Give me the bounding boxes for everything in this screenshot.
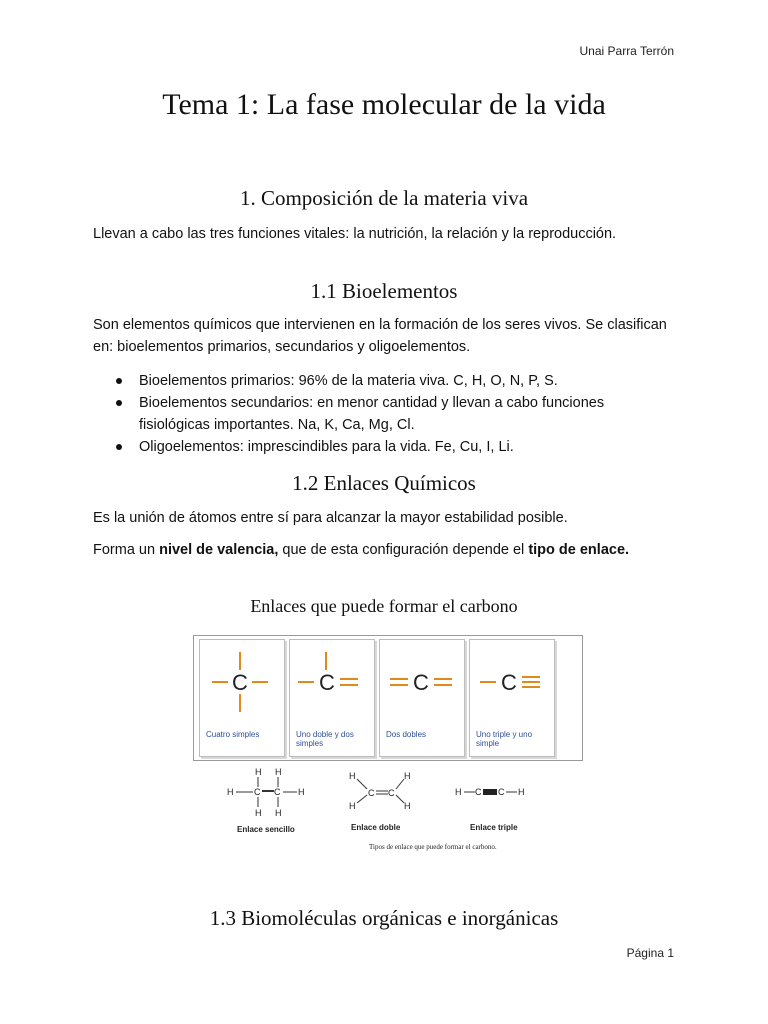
section-1-1-text: Son elementos químicos que intervienen en la formación de los seres vivos. Se clasifican en: bioelementos primarios, secundarios y oligoelementos. xyxy=(93,317,667,355)
panel-caption: Dos dobles xyxy=(386,730,427,739)
list-item-text: Bioelementos secundarios: en menor cantidad y llevan a cabo funciones fisiológicas importantes. Na, K, Ca, Mg, Cl. xyxy=(139,395,605,433)
list-item xyxy=(93,392,673,436)
svg-text:H: H xyxy=(404,801,411,811)
section-heading-1: 1. Composición de la materia viva xyxy=(239,186,529,210)
svg-text:H: H xyxy=(275,808,282,818)
section-1-2-text-1: Es la unión de átomos entre sí para alcanzar la mayor estabilidad posible. xyxy=(93,510,568,526)
svg-text:H: H xyxy=(349,801,356,811)
svg-text:C: C xyxy=(413,670,429,695)
svg-text:H: H xyxy=(455,787,462,797)
panel-four-single xyxy=(199,639,285,757)
panel-caption: Uno doble y dos simples xyxy=(296,730,354,748)
section-heading-1-1: 1.1 Bioelementos xyxy=(310,279,458,303)
bullet-icon xyxy=(116,400,122,406)
svg-text:C: C xyxy=(368,788,375,798)
svg-text:C: C xyxy=(498,787,505,797)
author-name: Unai Parra Terrón xyxy=(579,44,674,58)
svg-text:C: C xyxy=(232,670,248,695)
svg-text:H: H xyxy=(227,787,234,797)
section-1-text: Llevan a cabo las tres funciones vitales: la nutrición, la relación y la reproducción. xyxy=(93,226,617,242)
bond-panels xyxy=(193,635,583,761)
svg-text:H: H xyxy=(404,771,411,781)
panel-caption: Cuatro simples xyxy=(206,730,260,739)
panel-triple-single xyxy=(469,639,555,757)
carbon-double-single-icon xyxy=(290,640,374,730)
bioelement-list xyxy=(93,370,673,458)
bullet-icon xyxy=(116,444,122,450)
section-heading-1-2: 1.2 Enlaces Químicos xyxy=(292,471,476,495)
svg-text:C: C xyxy=(388,788,395,798)
svg-text:C: C xyxy=(319,670,335,695)
ethyne-structure-icon xyxy=(453,781,543,805)
section-1-2-text-2: Forma un nivel de valencia, que de esta configuración depende el tipo de enlace. xyxy=(93,542,630,558)
svg-text:H: H xyxy=(349,771,356,781)
panel-caption: Uno triple y uno simple xyxy=(476,730,533,748)
diagram-caption: Enlace triple xyxy=(470,823,518,832)
list-item-text: Oligoelementos: imprescindibles para la vida. Fe, Cu, I, Li. xyxy=(139,439,514,455)
svg-text:H: H xyxy=(255,767,262,777)
page-title: Tema 1: La fase molecular de la vida xyxy=(162,88,606,121)
svg-text:C: C xyxy=(475,787,482,797)
diagram-caption: Enlace doble xyxy=(351,823,401,832)
diagram-caption: Enlace sencillo xyxy=(237,825,295,834)
list-item xyxy=(93,370,673,392)
carbon-two-double-icon xyxy=(380,640,464,730)
figure-note: Tipos de enlace que puede formar el carbono. xyxy=(369,843,497,851)
carbon-bonds-figure xyxy=(193,635,583,865)
page-number: Página 1 xyxy=(626,946,674,960)
figure-title: Enlaces que puede formar el carbono xyxy=(250,596,518,616)
svg-text:C: C xyxy=(254,787,261,797)
svg-text:C: C xyxy=(501,670,517,695)
panel-two-double xyxy=(379,639,465,757)
list-item-text: Bioelementos primarios: 96% de la materia viva. C, H, O, N, P, S. xyxy=(139,373,558,389)
carbon-four-single-icon xyxy=(200,640,284,730)
carbon-triple-single-icon xyxy=(470,640,554,730)
svg-text:H: H xyxy=(298,787,305,797)
section-heading-1-3: 1.3 Biomoléculas orgánicas e inorgánicas xyxy=(209,906,559,930)
panel-double-two-single xyxy=(289,639,375,757)
bullet-icon xyxy=(116,378,122,384)
ethene-structure-icon xyxy=(343,767,423,827)
svg-text:H: H xyxy=(255,808,262,818)
svg-text:H: H xyxy=(275,767,282,777)
list-item xyxy=(93,436,673,458)
svg-text:C: C xyxy=(274,787,281,797)
svg-text:H: H xyxy=(518,787,525,797)
